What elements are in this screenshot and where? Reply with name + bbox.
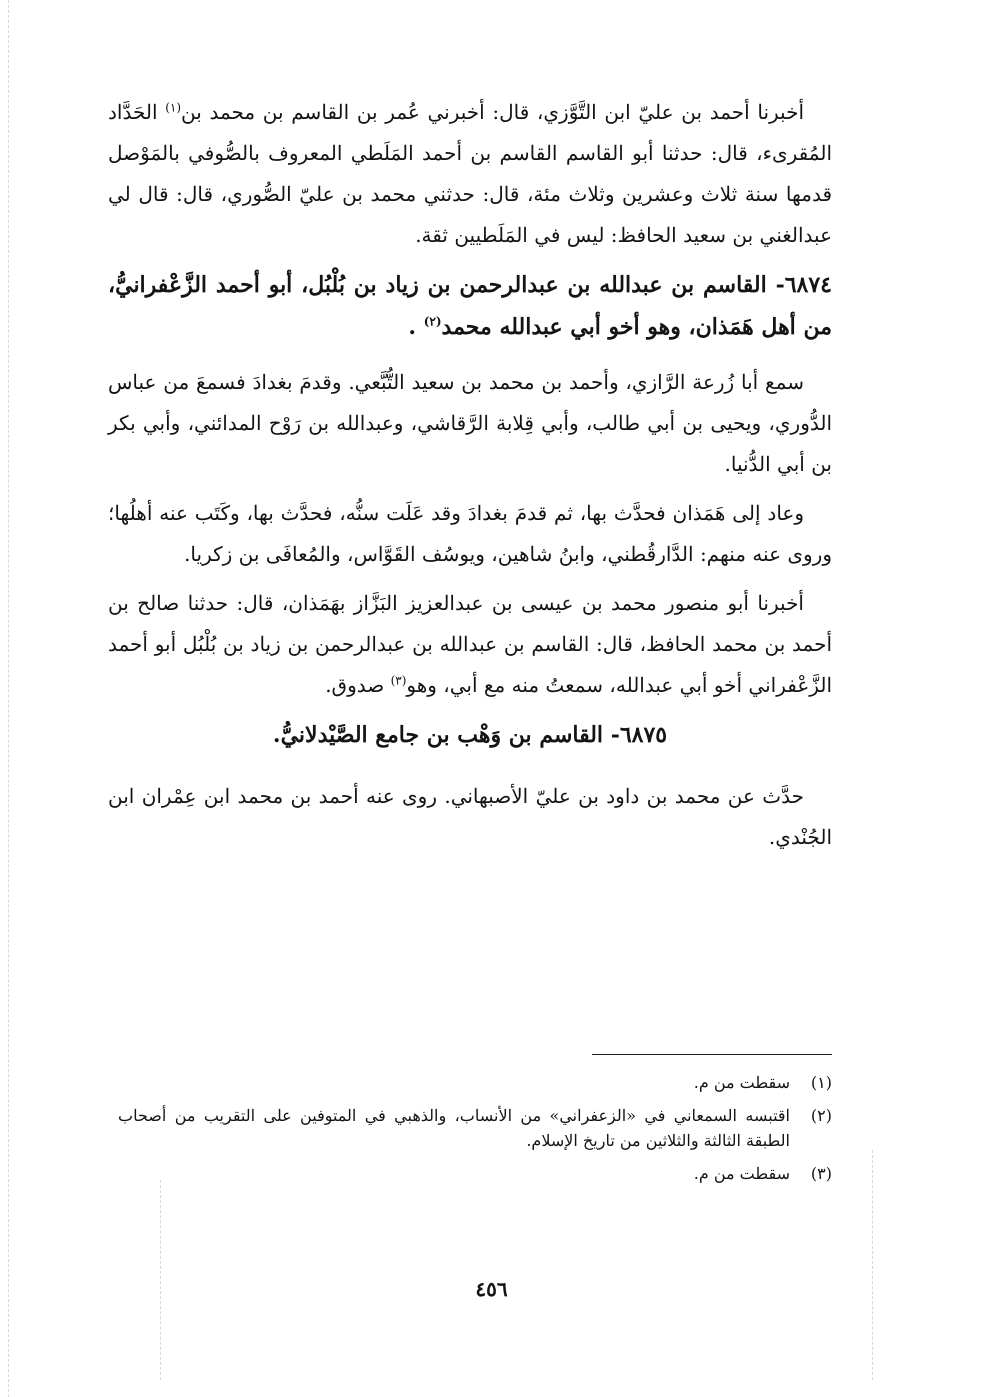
footnote [118,1161,832,1186]
footnote [118,1103,832,1153]
entry-heading: ٦٨٧٥- القاسم بن وَهْب بن جامع الصَّيْدلانيُّ. [272,722,668,748]
footnote-text: سقطت من م. [693,1073,790,1092]
entry-heading: ٦٨٧٤- القاسم بن عبدالله بن عبدالرحمن بن زياد بن بُلْبُل، أبو أحمد الزَّعْفرانيُّ، من أهل هَمَذان، وهو أخو أبي عبدالله محمد$^{(٢)}$ . [108,272,832,340]
footnote-marker: (٢) [423,314,442,329]
page-number: ٤٥٦ [475,1277,508,1301]
footnote [118,1070,832,1095]
paragraph: أخبرنا أحمد بن عليّ ابن التَّوَّزي، قال: أخبرني عُمر بن القاسم بن محمد بن$^{(١)}$ الحَدَّاد المُقرىء، قال: حدثنا أبو القاسم القاسم بن أحمد المَلَطي المعروف بالصُّوفي بالمَوْصل قدمها سنة ثلاث وعشرين وثلاث مئة، قال: حدثني محمد بن عليّ الصُّوري، قال: قال لي عبدالغني بن سعيد الحافظ: ليس في المَلَطيين ثقة. [108,100,832,247]
main-text [108,92,832,866]
paragraph: حدَّث عن محمد بن داود بن عليّ الأصبهاني. روى عنه أحمد بن محمد ابن عِمْران ابن الجُنْدي. [108,784,832,849]
footnote-number: (١) [810,1073,832,1092]
scan-fold-line [872,1150,873,1380]
paragraph: وعاد إلى هَمَذان فحدَّث بها، ثم قدمَ بغدادَ وقد عَلَت سنُّه، فحدَّث بها، وكَتَب عنه أهلُها؛ وروى عنه منهم: الدَّارقُطني، وابنُ شاهين، ويوسُف القَوَّاس، والمُعافَى بن زكريا. [108,501,832,566]
paragraph: أخبرنا أبو منصور محمد بن عيسى بن عبدالعزيز البَزَّاز بهَمَذان، قال: حدثنا صالح بن أحمد بن محمد الحافظ، قال: القاسم بن عبدالله بن عبدالرحمن بن زياد بن بُلْبُل أبو أحمد الزَّعْفراني أخو أبي عبدالله، سمعتُ منه مع أبي، وهو$^{(٣)}$ صدوق. [108,591,832,697]
paragraph: سمع أبا زُرعة الرَّازي، وأحمد بن محمد بن سعيد التُّبَّعي. وقدمَ بغدادَ فسمعَ من عباس الدُّوري، ويحيى بن أبي طالب، وأبي قِلابة الرَّقاشي، وعبدالله بن رَوْح المدائني، وأبي بكر بن أبي الدُّنيا. [108,370,832,476]
footnote-marker: (٣) [390,673,407,688]
scan-edge-line [8,0,9,1397]
footnote-text: سقطت من م. [693,1164,790,1183]
footnotes [118,1070,832,1194]
footnote-divider [592,1054,832,1055]
footnote-marker: (١) [165,100,182,115]
footnote-number: (٣) [810,1164,832,1183]
footnote-number: (٢) [810,1106,832,1125]
footnote-text: اقتبسه السمعاني في «الزعفراني» من الأنساب، والذهبي في المتوفين على التقريب من أصحاب الطبقة الثالثة والثلاثين من تاريخ الإسلام. [118,1106,790,1150]
